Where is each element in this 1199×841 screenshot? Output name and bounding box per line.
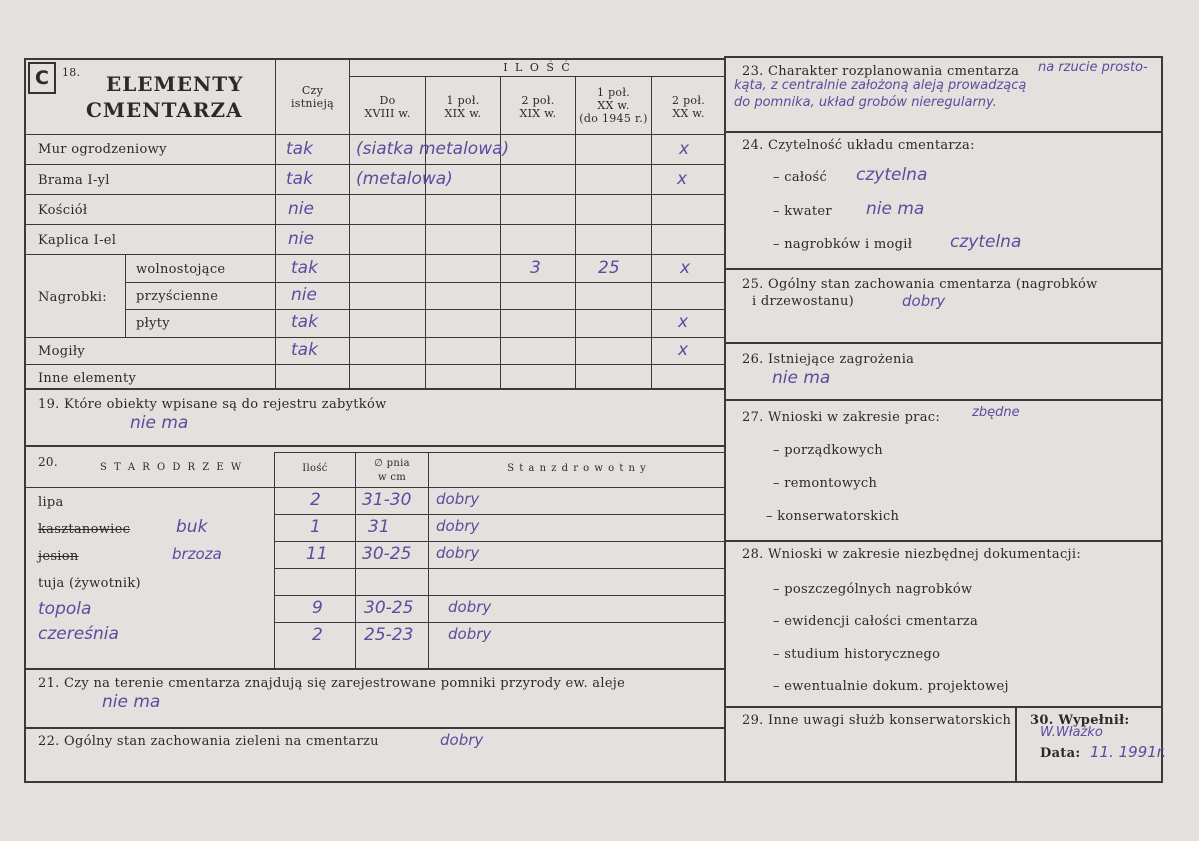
section-title-1: ELEMENTY	[106, 72, 244, 96]
s27-item: – konserwatorskich	[766, 509, 900, 524]
wolnostojace-mark: x	[680, 258, 691, 278]
s30-date: 11. 1991r.	[1090, 743, 1167, 761]
s28-item: – poszczególnych nagrobków	[773, 582, 973, 597]
kaplica-value: nie	[288, 229, 314, 249]
col-line	[428, 452, 429, 668]
s22-label: 22. Ogólny stan zachowania zieleni na cmentarzu	[38, 734, 379, 749]
tree-name-handwritten: brzoza	[172, 545, 222, 563]
row-label-inne: Inne elementy	[38, 371, 137, 386]
s26-answer: nie ma	[772, 368, 831, 388]
border-right	[1161, 56, 1163, 783]
row-line	[24, 487, 726, 488]
s25-answer: dobry	[902, 292, 946, 310]
s19-answer: nie ma	[130, 413, 189, 433]
s23-answer-2: kąta, z centralnie założoną aleją prowadzącą	[734, 78, 1027, 93]
tree-count: 9	[312, 598, 323, 618]
row-line	[24, 388, 726, 390]
s29-label: 29. Inne uwagi służb konserwatorskich	[742, 713, 1012, 728]
s28-item: – ewentualnie dokum. projektowej	[773, 679, 1009, 694]
tree-state: dobry	[448, 598, 492, 616]
s20-col-ilosc: Ilość	[302, 463, 328, 474]
s28-item: – ewidencji całości cmentarza	[773, 614, 979, 629]
col-header-xx2-2: XX w.	[672, 107, 705, 120]
s23-answer-3: do pomnika, układ grobów nieregularny.	[734, 95, 997, 110]
tree-size: 25-23	[364, 625, 414, 645]
mogily-value: tak	[291, 340, 318, 360]
tree-name-struck: kasztanowiec	[38, 522, 131, 537]
s24-nagrobkow: – nagrobków i mogił	[773, 237, 913, 252]
tree-state: dobry	[448, 625, 492, 643]
tree-name-handwritten: buk	[176, 517, 208, 537]
s22-answer: dobry	[440, 731, 484, 749]
s24-calosc: – całość	[773, 170, 828, 185]
row-line	[274, 452, 726, 453]
row-line	[274, 541, 726, 542]
row-line	[274, 514, 726, 515]
col-header-xix2-1: 2 poł.	[521, 94, 555, 107]
tree-size: 31	[368, 517, 390, 537]
s24-nagrobkow-value: czytelna	[950, 232, 1022, 252]
row-line	[349, 76, 725, 77]
tree-count: 2	[310, 490, 321, 510]
kosciol-value: nie	[288, 199, 314, 219]
col-header-xix1-1: 1 poł.	[446, 94, 480, 107]
mur-mark: x	[679, 139, 690, 159]
col-line	[355, 452, 356, 668]
s30-name: W.Włażko	[1040, 725, 1103, 740]
plyty-mark: x	[678, 312, 689, 332]
wolnostojace-value: tak	[291, 258, 318, 278]
border-divider	[724, 58, 726, 783]
s23-label: 23. Charakter rozplanowania cmentarza	[742, 64, 1020, 79]
s24-label: 24. Czytelność układu cmentarza:	[742, 138, 975, 153]
col-line	[425, 76, 426, 388]
mur-note: (siatka metalowa)	[356, 139, 510, 159]
row-label-mur: Mur ogrodzeniowy	[38, 142, 167, 157]
border-top-right	[724, 56, 1163, 58]
s19-label: 19. Które obiekty wpisane są do rejestru zabytków	[38, 397, 387, 412]
mogily-mark: x	[678, 340, 689, 360]
col-line	[125, 254, 126, 337]
brama-mark: x	[677, 169, 688, 189]
row-label-kosciol: Kościół	[38, 203, 88, 218]
wolnostojace-count-xix: 3	[530, 258, 541, 278]
col-header-xx1-3: (do 1945 r.)	[579, 112, 648, 125]
row-line	[274, 622, 726, 623]
row-line	[274, 568, 726, 569]
col-header-xviii-1: Do	[379, 94, 396, 107]
s20-col-stan: S t a n z d r o w o t n y	[507, 463, 647, 474]
row-label-kaplica: Kaplica I-el	[38, 233, 117, 248]
col-header-xviii-2: XVIII w.	[364, 107, 411, 120]
brama-value: tak	[286, 169, 313, 189]
row-line	[274, 595, 726, 596]
row-label-brama: Brama I-yl	[38, 173, 110, 188]
col-header-xx2-1: 2 poł.	[671, 94, 706, 107]
s23-answer-1: na rzucie prosto-	[1038, 60, 1148, 75]
s27-item: – remontowych	[773, 476, 878, 491]
s28-label: 28. Wnioski w zakresie niezbędnej dokumentacji:	[742, 547, 1082, 562]
row-line	[724, 342, 1163, 344]
col-line	[651, 76, 652, 388]
tree-size: 30-25	[364, 598, 414, 618]
tree-name-struck: jesion	[38, 549, 79, 564]
row-line	[24, 254, 726, 255]
s25-label-2: i drzewostanu)	[752, 294, 854, 309]
row-line	[24, 668, 726, 670]
tree-name-handwritten: czereśnia	[38, 624, 119, 644]
plyty-value: tak	[291, 312, 318, 332]
border-top-left	[24, 58, 726, 60]
border-left	[24, 58, 26, 783]
col-header-xx1-2: XX w.	[597, 99, 630, 112]
row-line	[724, 399, 1163, 401]
border-bottom-left	[24, 781, 726, 783]
col-line	[1015, 706, 1017, 783]
tree-name: tuja (żywotnik)	[38, 576, 141, 591]
row-line	[24, 337, 726, 338]
tree-state: dobry	[436, 490, 480, 508]
row-label-przyscienne: przyścienne	[136, 289, 219, 304]
row-label-wolnostojace: wolnostojące	[136, 262, 226, 277]
row-line	[724, 268, 1163, 270]
row-label-plyty: płyty	[136, 316, 170, 331]
s24-kwater-value: nie ma	[866, 199, 925, 219]
col-header-xix1-2: XIX w.	[444, 107, 482, 120]
s20-col-pnia-1: ∅ pnia	[374, 458, 410, 469]
tree-size: 30-25	[362, 544, 412, 564]
row-line	[724, 540, 1163, 542]
przyscienne-value: nie	[291, 285, 317, 305]
border-bottom-right	[724, 781, 1163, 783]
s25-label-1: 25. Ogólny stan zachowania cmentarza (nagrobków	[742, 277, 1098, 292]
s27-item: – porządkowych	[773, 443, 883, 458]
col-header-xx1-1: 1 poł.	[596, 86, 631, 99]
row-line	[125, 309, 726, 310]
section-number: 18.	[62, 66, 81, 79]
row-line	[724, 131, 1163, 133]
tree-name: lipa	[38, 495, 64, 510]
row-line	[24, 445, 726, 447]
row-label-nagrobki: Nagrobki:	[38, 290, 107, 305]
s27-answer: zbędne	[972, 405, 1020, 420]
s24-kwater: – kwater	[773, 204, 832, 219]
col-header-exists-1: Czy	[301, 84, 324, 97]
row-line	[724, 706, 1163, 708]
s20-title: S T A R O D R Z E W	[100, 462, 244, 473]
mur-value: tak	[286, 139, 313, 159]
section-title-2: CMENTARZA	[86, 98, 243, 122]
s21-answer: nie ma	[102, 692, 161, 712]
tree-size: 31-30	[362, 490, 412, 510]
tree-name-handwritten: topola	[38, 599, 92, 619]
col-header-exists-2: istnieją	[290, 97, 335, 110]
s27-label: 27. Wnioski w zakresie prac:	[742, 410, 941, 425]
row-label-mogily: Mogiły	[38, 344, 85, 359]
s20-col-pnia-2: w cm	[377, 472, 407, 483]
row-line	[24, 224, 726, 225]
row-line	[24, 164, 726, 165]
col-line	[500, 76, 501, 388]
row-line	[24, 364, 726, 365]
s30-date-label: Data:	[1040, 746, 1081, 761]
row-line	[24, 134, 726, 135]
s24-calosc-value: czytelna	[856, 165, 928, 185]
row-line	[125, 282, 726, 283]
tree-count: 2	[312, 625, 323, 645]
row-line	[24, 727, 726, 729]
tree-count: 1	[310, 517, 321, 537]
row-line	[24, 194, 726, 195]
s26-label: 26. Istniejące zagrożenia	[742, 352, 915, 367]
s30-label: 30. Wypełnił:	[1030, 713, 1130, 728]
col-line	[274, 452, 275, 668]
s20-number: 20.	[38, 455, 58, 469]
brama-note: (metalowa)	[356, 169, 453, 189]
col-header-xix2-2: XIX w.	[519, 107, 557, 120]
wolnostojace-count-xx: 25	[598, 258, 620, 278]
tree-state: dobry	[436, 544, 480, 562]
s21-label: 21. Czy na terenie cmentarza znajdują się zarejestrowane pomniki przyrody ew. aleje	[38, 676, 626, 691]
tree-state: dobry	[436, 517, 480, 535]
card-letter-box: C	[28, 62, 56, 94]
tree-count: 11	[306, 544, 328, 564]
s28-item: – studium historycznego	[773, 647, 941, 662]
ilosc-header: I L O Ś Ć	[503, 61, 572, 74]
